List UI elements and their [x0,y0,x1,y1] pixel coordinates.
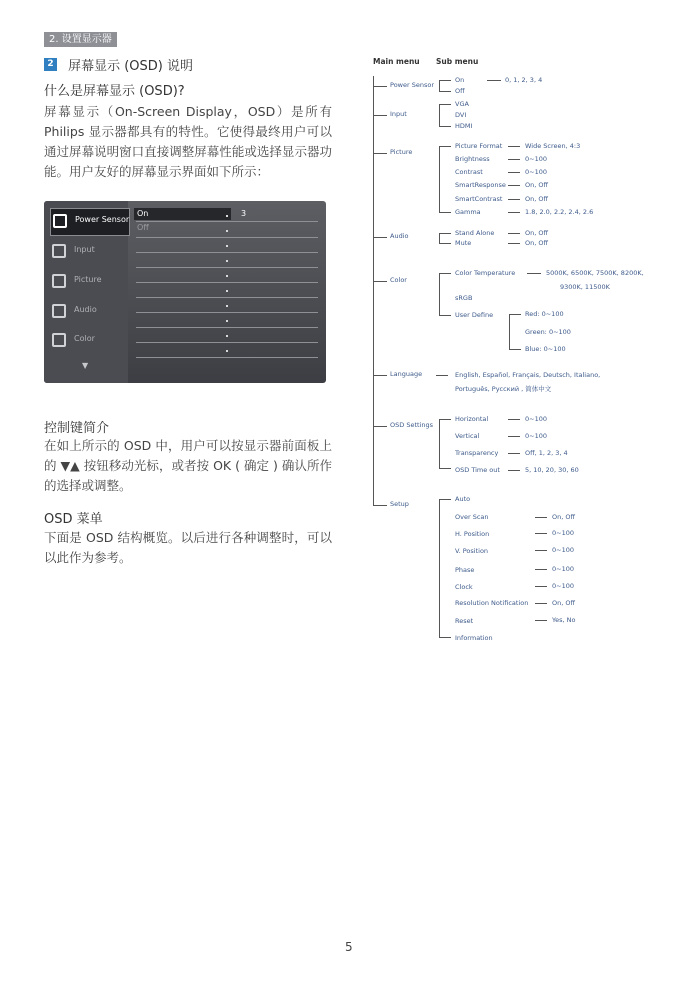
sub-item-hdmi: HDMI [455,122,473,130]
sub-item-horizontal: Horizontal [455,415,489,423]
branch-line [373,281,387,282]
sub-item-clock: Clock [455,583,473,591]
sub-item-phase: Phase [455,566,475,574]
value-line [535,586,547,587]
page-number: 5 [345,940,353,954]
value-smartresponse: On, Off [525,181,548,189]
osd-menu-body: 下面是 OSD 结构概览。以后进行各种调整时，可以以此作为参考。 [44,530,332,565]
value-line [535,620,547,621]
branch-line [373,505,387,506]
sub-item-contrast: Contrast [455,168,483,176]
sub-line [439,499,451,500]
osd-menu-label: Input [74,245,95,254]
branch-line [373,153,387,154]
value-green: Green: 0~100 [525,328,571,336]
controls-title: 控制键简介 [44,421,110,436]
sub-item-off: Off [455,87,465,95]
sub-item-information: Information [455,634,493,642]
value-mute: On, Off [525,239,548,247]
value-osd-time-out: 5, 10, 20, 30, 60 [525,466,579,474]
sub-item-picture-format: Picture Format [455,142,503,150]
heading-number-badge: 2 [44,58,57,71]
sub-item-brightness: Brightness [455,155,490,163]
sub-line [439,146,451,147]
value-color-temperature-2: 9300K, 11500K [560,283,610,291]
sub-line [439,212,451,213]
what-is-osd-title: 什么是屏幕显示 (OSD)? [44,84,185,99]
sub-item-srgb: sRGB [455,294,473,302]
value-line [508,436,520,437]
value-line [527,273,541,274]
value-red: Red: 0~100 [525,310,564,318]
value-line [535,533,547,534]
value-clock: 0~100 [552,582,574,590]
main-item-picture: Picture [390,148,413,156]
value-line [508,185,520,186]
value-horizontal: 0~100 [525,415,547,423]
sub-branch-line [439,419,440,469]
sub-item-v-position: V. Position [455,547,489,555]
value-line [508,233,520,234]
osd-menu-label: Picture [74,275,102,284]
sub-item-vga: VGA [455,100,469,108]
value-reset: Yes, No [552,616,576,624]
main-menu-header: Main menu [373,57,420,66]
what-is-osd-body: 屏幕显示（On-Screen Display，OSD）是所有 Philips 显示器都具有的特性。它使得最终用户可以通过屏幕说明窗口直接调整屏幕性能或选择显示器功能。用户友好的屏幕显示界面如下所示： [44,104,332,179]
osd-option-off: Off [137,223,149,232]
branch-line [373,375,387,376]
main-item-color: Color [390,276,407,284]
value-smartcontrast: On, Off [525,195,548,203]
sub-line [439,315,451,316]
controls-body: 在如上所示的 OSD 中，用户可以按显示器前面板上的 ▼▲ 按钮移动光标，或者按 OK ( 确定 ) 确认所作的选择或调整。 [44,438,332,493]
value-power-sensor: 0, 1, 2, 3, 4 [505,76,543,84]
osd-menu-label: Power Sensor [75,215,130,224]
value-line [508,419,520,420]
sub-item-smartcontrast: SmartContrast [455,195,503,203]
value-color-temperature: 5000K, 6500K, 7500K, 8200K, [546,269,644,277]
value-line [508,470,520,471]
main-item-osd-settings: OSD Settings [390,421,433,429]
value-h-position: 0~100 [552,529,574,537]
branch-line [373,237,387,238]
value-blue: Blue: 0~100 [525,345,566,353]
sub-line [439,104,451,105]
value-line [508,159,520,160]
main-item-input: Input [390,110,407,118]
sub-menu-header: Sub menu [436,57,479,66]
main-item-power-sensor: Power Sensor [390,81,434,89]
value-line [436,375,448,376]
sub-item-h-position: H. Position [455,530,490,538]
sub-item-over-scan: Over Scan [455,513,489,521]
value-brightness: 0~100 [525,155,547,163]
branch-line [373,86,387,87]
value-line [487,80,501,81]
sub-line [439,419,451,420]
sub-line [439,637,451,638]
sub-item-resolution-notification: Resolution Notification [455,599,529,607]
osd-menu-title: OSD 菜单 [44,512,103,527]
value-transparency: Off, 1, 2, 3, 4 [525,449,568,457]
value-line [509,314,521,315]
heading-text: 屏幕显示 (OSD) 说明 [68,59,193,74]
sub-item-gamma: Gamma [455,208,481,216]
sub-branch-line [439,499,440,638]
value-languages-1: English, Español, Français, Deutsch, Italiano, [455,371,601,379]
value-resolution-notification: On, Off [552,599,575,607]
branch-line [373,426,387,427]
sub-item-auto: Auto [455,495,471,503]
sub-item-smartresponse: SmartResponse [455,181,506,189]
value-gamma: 1.8, 2.0, 2.2, 2.4, 2.6 [525,208,594,216]
value-stand-alone: On, Off [525,229,548,237]
sub-line [439,233,451,234]
value-line [508,146,520,147]
value-line [508,172,520,173]
sub-item-dvi: DVI [455,111,467,119]
value-line [508,212,520,213]
value-line [535,603,547,604]
value-line [535,517,547,518]
main-item-language: Language [390,370,423,378]
branch-line [373,115,387,116]
value-v-position: 0~100 [552,546,574,554]
value-contrast: 0~100 [525,168,547,176]
value-line [508,243,520,244]
sub-item-color-temperature: Color Temperature [455,269,516,277]
sub-item-vertical: Vertical [455,432,480,440]
sub-item-reset: Reset [455,617,474,625]
sub-item-transparency: Transparency [455,449,499,457]
value-line [508,453,520,454]
osd-scroll-down-icon: ▼ [82,361,89,370]
main-item-audio: Audio [390,232,409,240]
value-line [509,349,521,350]
sub-line [439,243,451,244]
sub-item-stand-alone: Stand Alone [455,229,495,237]
osd-menu-label: Color [74,334,95,343]
sub-branch-line [439,146,440,213]
value-over-scan: On, Off [552,513,575,521]
value-picture-format: Wide Screen, 4:3 [525,142,581,150]
sub-branch-line [439,273,440,316]
user-define-branch-line [509,314,510,350]
sub-item-user-define: User Define [455,311,494,319]
osd-option-on: On [134,208,231,220]
sub-branch-line [439,104,440,127]
main-trunk-line [373,76,374,506]
value-line [535,550,547,551]
sub-line [439,273,451,274]
value-phase: 0~100 [552,565,574,573]
sub-item-mute: Mute [455,239,472,247]
value-line [535,569,547,570]
sub-line [439,126,451,127]
sub-item-osd-time-out: OSD Time out [455,466,500,474]
value-line [508,199,520,200]
osd-menu-label: Audio [74,305,97,314]
sub-item-on: On [455,76,465,84]
section-tag: 2. 设置显示器 [44,32,117,47]
main-item-setup: Setup [390,500,409,508]
osd-value: 3 [241,209,247,218]
sub-line [439,80,451,81]
sub-line [439,468,451,469]
value-vertical: 0~100 [525,432,547,440]
sub-line [439,91,451,92]
value-languages-2: Português, Русский , 简体中文 [455,385,552,393]
